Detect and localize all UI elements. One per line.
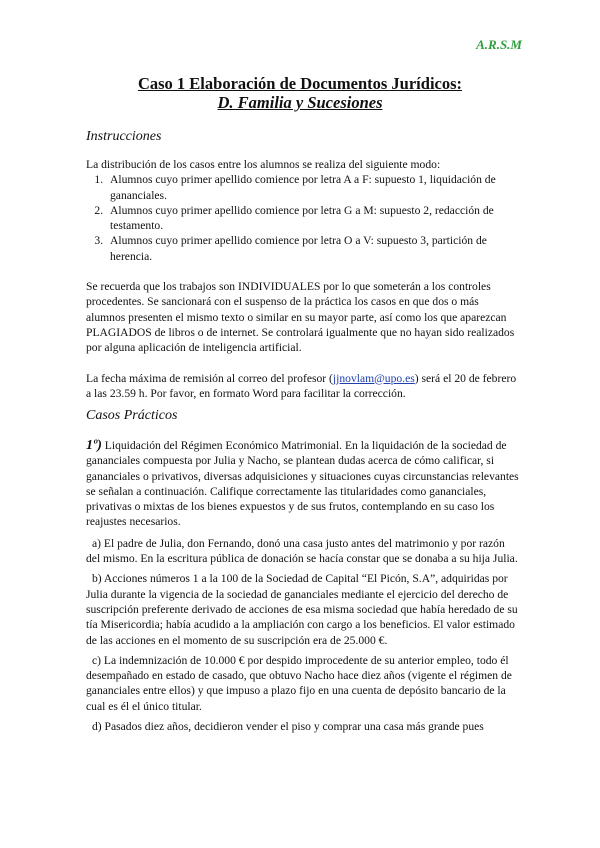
document-subtitle: D. Familia y Sucesiones [217,93,383,112]
list-item: 2. Alumnos cuyo primer apellido comience por letra G a M: supuesto 2, redacción de testamento. [106,203,520,234]
professor-email-link[interactable]: jjnovlam@upo.es [332,371,415,385]
list-item: 1. Alumnos cuyo primer apellido comience por letra A a F: supuesto 1, liquidación de gananciales. [106,172,520,203]
case-item-c: c) La indemnización de 10.000 € por despido improcedente de su anterior empleo, todo él desempañado en estado de casado, que obtuvo Nacho hace diez años (vigente el régimen de gananciales entre ellos) y que impuso a plazo fijo en una cuenta de depósito bancario de la cual es él el único titular. [86,653,512,713]
deadline-text-after: ) será el 20 de febrero a las 23.59 h. Por favor, en formato Word para facilitar la corrección. [86,371,517,400]
case-1-text: Liquidación del Régimen Económico Matrimonial. En la liquidación de la sociedad de gananciales compuesta por Julia y Nacho, se plantean dudas acerca de cómo calificar, si gananciales o privativos, diversas adquisiciones y situaciones cuyas circunstancias relevantes se señalan a continuación. Califique correctamente las titularidades como gananciales, privativas o mixtas de los bienes expuestos y de sus frutos, contemplando en su caso los reajustes necesarios. [86,439,519,529]
author-initials: A.R.S.M [476,37,522,52]
case-assignment-list [86,172,520,264]
case-item-d: d) Pasados diez años, decidieron vender el piso y comprar una casa más grande pues [92,720,484,734]
instructions-block [86,157,520,401]
list-item: 3. Alumnos cuyo primer apellido comience por letra O a V: supuesto 3, partición de herencia. [106,233,520,264]
case-item-a: a) El padre de Julia, don Fernando, donó una casa justo antes del matrimonio y por razón del mismo. En la escritura pública de donación se hacía constar que se donaba a su hija Julia. [86,536,518,566]
plagiarism-note: Se recuerda que los trabajos son INDIVIDUALES por lo que someterán a los controles procedentes. Se sancionará con el suspenso de la práctica los casos en que dos o más alumnos presenten el mismo texto o similar en su mayor parte, así como los que aparezcan PLAGIADOS de libros o de internet. Se controlará igualmente que no hayan sido realizados por alguna aplicación de inteligencia artificial. [86,280,515,355]
case-item-b: b) Acciones números 1 a la 100 de la Sociedad de Capital “El Picón, S.A”, adquiridas por Julia durante la vigencia de la sociedad de gananciales mediante el ejercicio del derecho de suscripción preferente derivado de acciones de esa misma sociedad que había heredado de su tía Misericordia; había acudido a la ampliación con cargo a los beneficios. El valor estimado de las acciones en el momento de su suscripción era de 25.000 €. [86,572,518,647]
instructions-intro: La distribución de los casos entre los alumnos se realiza del siguiente modo: [86,158,441,171]
deadline-note [86,371,520,402]
case-1-statement [86,438,520,530]
practical-case-block [86,438,520,734]
deadline-text-before: La fecha máxima de remisión al correo del profesor ( [86,371,333,385]
document-title: Caso 1 Elaboración de Documentos Jurídicos: [137,74,463,93]
practical-cases-heading: Casos Prácticos [86,408,178,423]
instructions-heading: Instrucciones [86,129,162,144]
case-number: 1º) [86,438,102,453]
